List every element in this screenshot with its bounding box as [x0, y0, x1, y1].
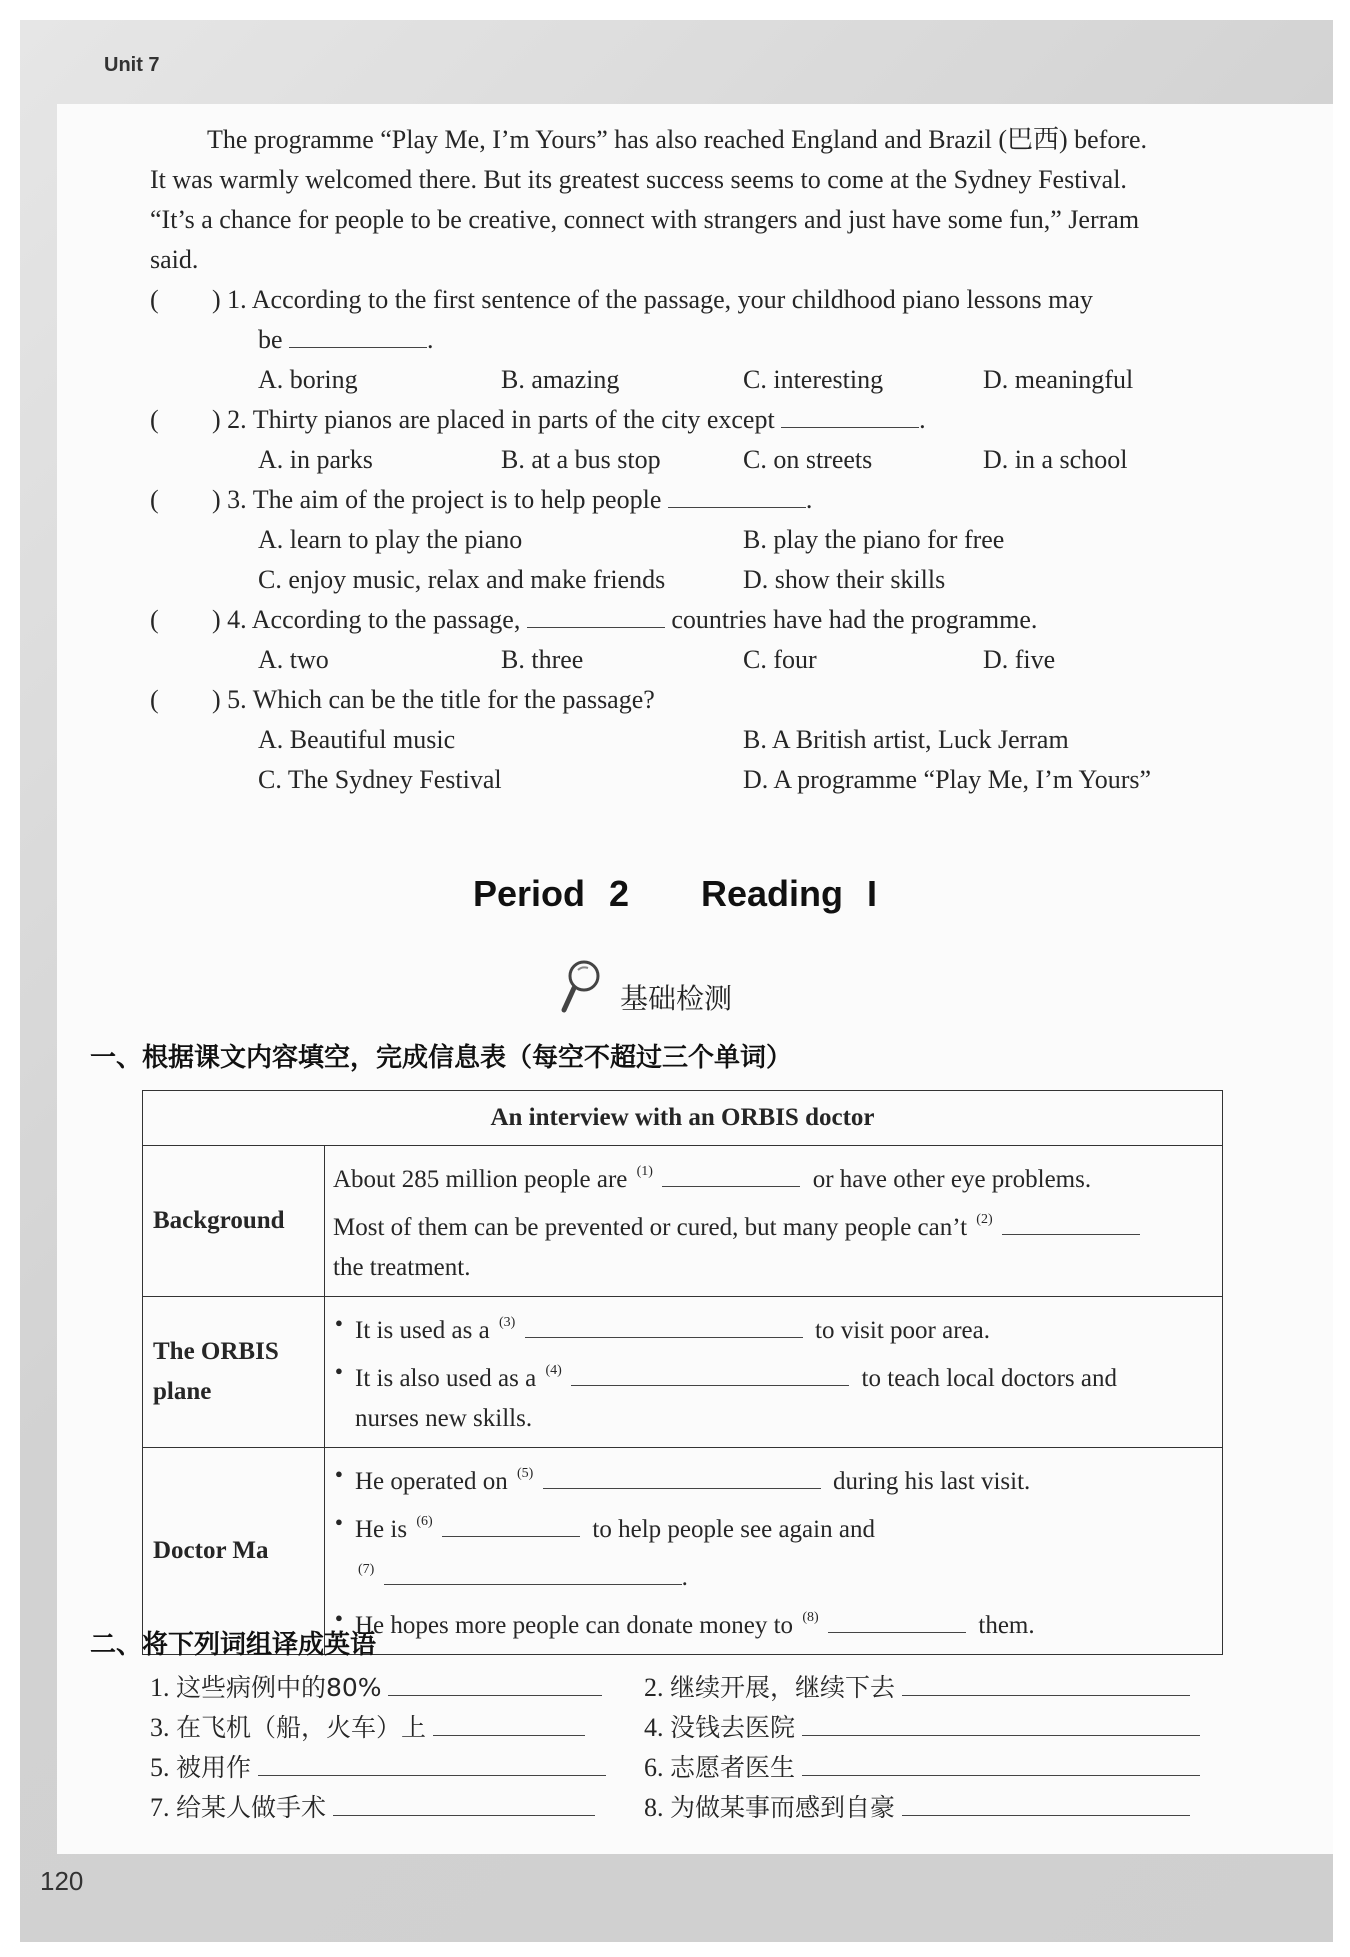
option: A. in parks: [258, 445, 373, 474]
answer-paren: (: [150, 685, 159, 714]
answer-blank[interactable]: [433, 1709, 585, 1736]
phrase-item: 3. 在飞机（船，火车）上: [150, 1708, 585, 1748]
phrase-item: 8. 为做某事而感到自豪: [644, 1788, 1190, 1828]
option: A. two: [258, 645, 329, 674]
question-1-cont: be .: [258, 320, 434, 360]
row-label: The ORBIS plane: [143, 1297, 325, 1448]
option: D. five: [983, 645, 1056, 674]
phrase-item: 7. 给某人做手术: [150, 1788, 595, 1828]
answer-blank[interactable]: [802, 1709, 1200, 1736]
answer-paren: (: [150, 405, 159, 434]
answer-blank[interactable]: [668, 481, 806, 508]
option: B. A British artist, Luck Jerram: [743, 725, 1069, 754]
table-row: [143, 1146, 1223, 1297]
option: C. enjoy music, relax and make friends: [258, 565, 666, 594]
row-body: ● It is used as a $^{(3)}$ to visit poor area. ● It is also used as a $^{(4)}$ to teach local doctors and nurses new skills.: [325, 1297, 1223, 1448]
row-body: About 285 million people are $^{(1)}$ or have other eye problems. Most of them can be prevented or cured, but many people can’t $^{(2)}$ the treatment.: [325, 1146, 1223, 1297]
answer-blank-2[interactable]: [1002, 1208, 1140, 1235]
answer-paren: (: [150, 485, 159, 514]
question-5: ) 5. Which can be the title for the passage?: [212, 685, 655, 714]
row-body: ● He operated on $^{(5)}$ during his last visit. ● He is $^{(6)}$ to help people see again and $^{(7)}$ . ● He hopes more people can donate money to $^{(8)}$ them.: [325, 1448, 1223, 1655]
answer-blank[interactable]: [333, 1789, 595, 1816]
option: B. play the piano for free: [743, 525, 1005, 554]
answer-blank-8[interactable]: [828, 1606, 966, 1633]
phrase-item: 5. 被用作: [150, 1748, 606, 1788]
answer-blank-1[interactable]: [662, 1160, 800, 1187]
passage-line: It was warmly welcomed there. But its greatest success seems to come at the Sydney Festival.: [150, 165, 1127, 194]
row-label: Doctor Ma: [143, 1448, 325, 1655]
option: D. show their skills: [743, 565, 946, 594]
unit-label: Unit 7: [104, 54, 160, 76]
option: A. boring: [258, 365, 358, 394]
answer-blank-5[interactable]: [543, 1462, 821, 1489]
option: C. The Sydney Festival: [258, 765, 502, 794]
answer-blank[interactable]: [902, 1789, 1190, 1816]
basic-check-label: 基础检测: [620, 982, 733, 1015]
option: C. interesting: [743, 365, 884, 394]
section-2-heading: 二、将下列词组译成英语: [90, 1630, 377, 1660]
table-row: [143, 1297, 1223, 1448]
option: A. Beautiful music: [258, 725, 456, 754]
section-1-heading: 一、根据课文内容填空，完成信息表（每空不超过三个单词）: [90, 1043, 793, 1073]
option: C. four: [743, 645, 817, 674]
answer-blank[interactable]: [258, 1749, 606, 1776]
answer-blank[interactable]: [802, 1749, 1200, 1776]
passage-line: said.: [150, 245, 199, 274]
option: D. A programme “Play Me, I’m Yours”: [743, 765, 1152, 794]
answer-paren: (: [150, 285, 159, 314]
option: B. amazing: [501, 365, 620, 394]
passage-line: “It’s a chance for people to be creative, connect with strangers and just have some fun,” Jerram: [150, 205, 1140, 234]
phrase-item: 6. 志愿者医生: [644, 1748, 1200, 1788]
answer-paren: (: [150, 605, 159, 634]
row-label: Background: [143, 1146, 325, 1297]
option: D. meaningful: [983, 365, 1134, 394]
question-4: ) 4. According to the passage, countries have had the programme.: [212, 600, 1037, 640]
answer-blank-7[interactable]: [384, 1558, 682, 1585]
answer-blank-6[interactable]: [442, 1510, 580, 1537]
magnifier-icon: [560, 958, 606, 1016]
question-3: ) 3. The aim of the project is to help people .: [212, 480, 812, 520]
question-2: ) 2. Thirty pianos are placed in parts of the city except .: [212, 400, 926, 440]
answer-blank[interactable]: [388, 1669, 602, 1696]
answer-blank[interactable]: [781, 401, 919, 428]
option: A. learn to play the piano: [258, 525, 523, 554]
answer-blank[interactable]: [289, 321, 427, 348]
answer-blank[interactable]: [527, 601, 665, 628]
table-title: An interview with an ORBIS doctor: [143, 1091, 1223, 1146]
phrase-item: 4. 没钱去医院: [644, 1708, 1200, 1748]
option: D. in a school: [983, 445, 1128, 474]
passage-line: The programme “Play Me, I’m Yours” has also reached England and Brazil (巴西) before.: [207, 125, 1148, 154]
answer-blank-4[interactable]: [571, 1359, 849, 1386]
period-heading: Period 2 Reading I: [472, 873, 878, 914]
option: B. at a bus stop: [501, 445, 661, 474]
page-number: 120: [40, 1866, 84, 1896]
option: C. on streets: [743, 445, 873, 474]
phrase-item: 2. 继续开展，继续下去: [644, 1668, 1190, 1708]
phrase-item: 1. 这些病例中的80%: [150, 1668, 602, 1708]
info-table: [142, 1090, 1223, 1655]
answer-blank-3[interactable]: [525, 1311, 803, 1338]
question-1: ) 1. According to the first sentence of the passage, your childhood piano lessons may: [212, 285, 1093, 314]
answer-blank[interactable]: [902, 1669, 1190, 1696]
option: B. three: [501, 645, 584, 674]
